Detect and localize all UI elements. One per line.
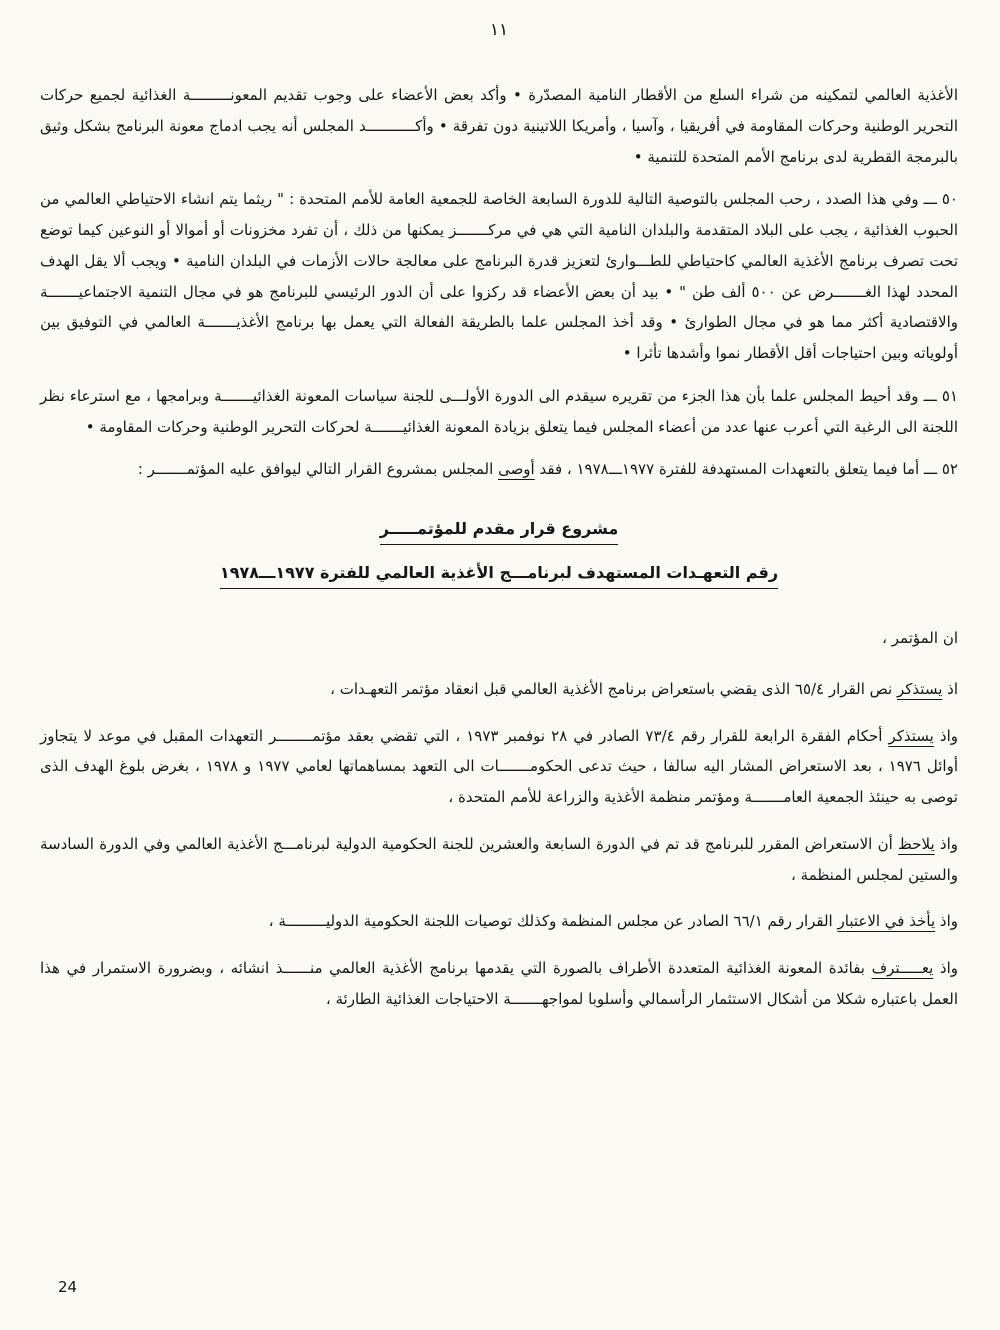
clause-taking-into-account: واذ يأخذ في الاعتبار القرار رقم ٦٦/١ الصادر عن مجلس المنظمة وكذلك توصيات اللجنة الحكومية الدوليـــــــــة ، — [268, 912, 958, 931]
paragraph-52-text: ٥٢ ـــ أما فيما يتعلق بالتعهدات المستهدفة للفترة ١٩٧٧ـــ١٩٧٨ ، فقد — [534, 460, 958, 479]
paragraph-intro-continuation: الأغذية العالمي لتمكينه من شراء السلع من الأقطار النامية المصدّرة • وأكد بعض الأعضاء على وجوب تقديم المعونـــــــــة الغذائية لجميع حركات التحرير الوطنية وحركات المقاومة في أفريقيا ، وآسيا ، وأمريكا اللاتينية دون تفرقة • وأكـــــــــــد المجلس أنه يجب ادماج معونة البرنامج بشكل وثيق بالبرمجة القطرية لدى برنامج الأمم المتحدة للتنمية • — [40, 86, 958, 166]
resolution-title-heading: رقم التعهـدات المستهدف لبرنامـــج الأغذية العالمي للفترة ١٩٧٧ـــ١٩٧٨ — [40, 563, 958, 589]
clause-recalling-2: واذ يستذكر أحكام الفقرة الرابعة للقرار رقم ٧٣/٤ الصادر في ٢٨ نوفمبر ١٩٧٣ ، التي تقضي بعقد مؤتمــــــــر التعهدات المقبل في موعد لا يتجاوز أوائل ١٩٧٦ ، بعد الاستعراض المشار اليه سالفا ، حيث تدعى الحكومـــــــات الى التعهد بمساهماتها لعامي ١٩٧٧ و ١٩٧٨ ، بغرض بلوغ الهدف الذى توصى به حينئذ الجمعية العامـــــــة ومؤتمر منظمة الأغذية والزراعة للأمم المتحدة ، — [40, 726, 959, 806]
clause-keyword: يستذكر — [888, 726, 934, 745]
preamble-line: ان المؤتمر ، — [882, 629, 958, 647]
page-number-bottom: 24 — [58, 1278, 78, 1296]
clause-recalling-1: اذ يستذكر نص القرار ٦٥/٤ الذى يقضي باستعراض برنامج الأغذية العالمي قبل انعقاد مؤتمر التعهـدات ، — [330, 679, 958, 698]
clause-keyword: يستذكر — [897, 679, 943, 698]
clause-noting: واذ يلاحظ أن الاستعراض المقرر للبرنامج قد تم في الدورة السابعة والعشرين للجنة الحكومية الدولية لبرنامـــج الأغذية العالمي وفي الدورة السادسة والستين لمجلس المنظمة ، — [40, 834, 958, 884]
paragraph-52-text-end: المجلس بمشروع القرار التالي ليوافق عليه المؤتمـــــــر : — [137, 460, 499, 479]
paragraph-52-underlined-word: أوصى — [498, 460, 535, 479]
draft-resolution-heading: مشروع قرار مقدم للمؤتمـــــر — [40, 519, 958, 545]
page-number-top: ١١ — [489, 20, 509, 40]
clause-keyword: يأخذ في الاعتبار — [837, 912, 936, 931]
clause-keyword: يلاحظ — [898, 834, 935, 853]
clause-keyword: يعـــــترف — [871, 959, 934, 977]
paragraph-52 — [40, 454, 958, 485]
paragraph-51: ٥١ ـــ وقد أحيط المجلس علما بأن هذا الجزء من تقريره سيقدم الى الدورة الأولـــى للجنة سياسات المعونة الغذائيـــــــة وبرامجها ، مع استرعاء نظر اللجنة الى الرغبة التي أعرب عنها عدد من أعضاء المجلس فيما يتعلق بزيادة المعونة الغذائيـــــــة لحركات التحرير الوطنية وحركات المقاومة • — [40, 386, 958, 436]
paragraph-50: ٥٠ ـــ وفي هذا الصدد ، رحب المجلس بالتوصية التالية للدورة السابعة الخاصة للجمعية العامة للأمم المتحدة : " ريثما يتم انشاء الاحتياطي العالمي من الحبوب الغذائية ، يجب على البلاد المتقدمة والبلدان النامية التي هي في مركـــــــز يمكنها من ذلك ، أن تفرد مخزونات أو أموالا أو النوعين كيما توضع تحت تصرف برنامج الأغذية العالمي كاحتياطي للطـــوارئ لتعزيز قدرة البرنامج على معالجة حالات الأزمات في البلدان النامية • ويجب ألا يقل الهدف المحدد لهذا الغـــــــرض عن ٥٠٠ ألف طن " • بيد أن بعض الأعضاء قد ركزوا على أن الدور الرئيسي للبرنامج هو في مجال التنمية الاجتماعيـــــــة والاقتصادية أكثر مما هو في مجال الطوارئ • وقد أخذ المجلس علما بالطريقة الفعالة التي يعمل بها برنامج الأغذيـــــــة العالمي في التوفيق بين أولوياته وبين احتياجات أقل الأقطار نموا وأشدها تأثرا • — [40, 190, 958, 362]
clause-recognizing: واذ يعـــــترف بفائدة المعونة الغذائية المتعددة الأطراف بالصورة التي يقدمها برنامج الأغذية العالمي منــــــذ انشائه ، وبضرورة الاستمرار في هذا العمل باعتباره شكلا من أشكال الاستثمار الرأسمالي وأسلوبا لمواجهـــــــة الاحتياجات الغذائية الطارئة ، — [40, 959, 959, 1008]
